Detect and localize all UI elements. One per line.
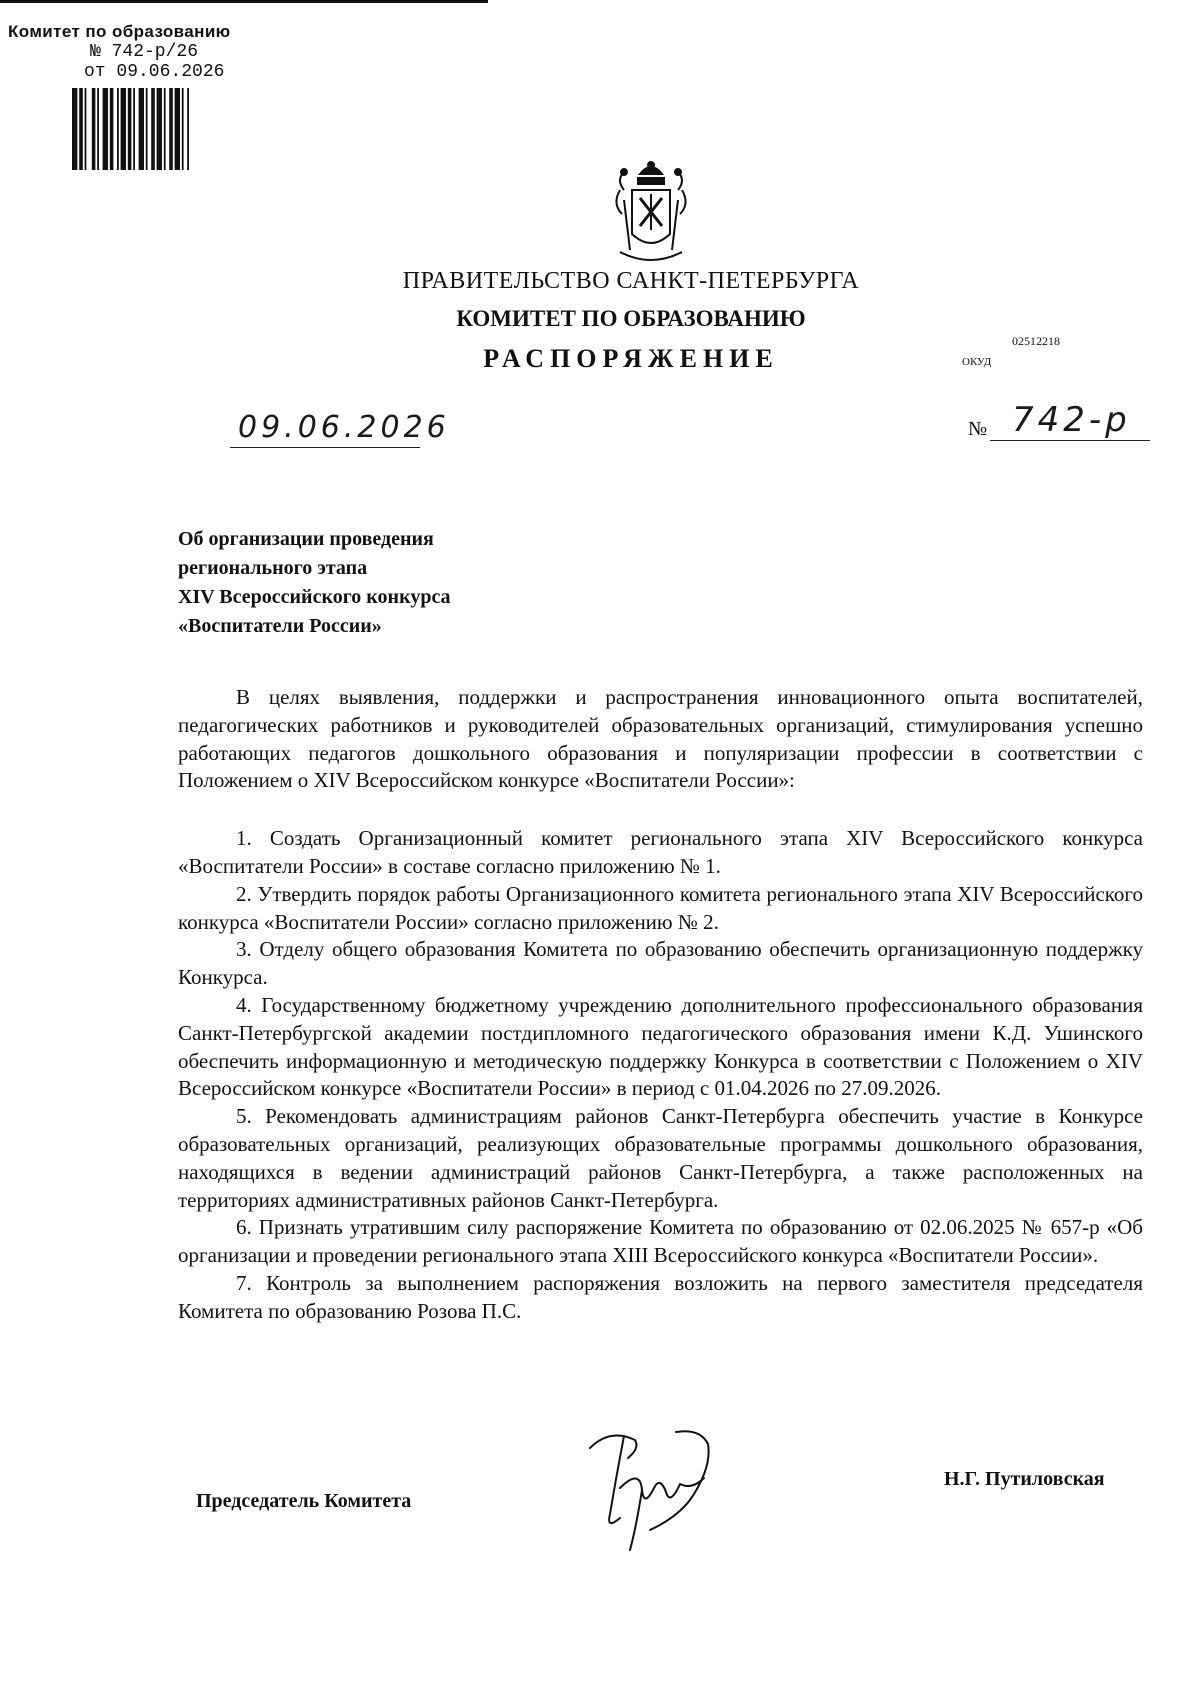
order-item: 5. Рекомендовать администрациям районов Санкт-Петербурга обеспечить участие в Конкурсе образовательных организаций, реализующих образовательные программы дошкольного образования, находящихся в ведении администраций районов Санкт-Петербурга, а также расположенных на территориях административных районов Санкт-Петербурга. [178, 1104, 1143, 1212]
document-subject [178, 525, 598, 641]
order-number: 742-р [1012, 400, 1131, 440]
okud-label: ОКУД [962, 356, 992, 368]
subject-line: регионального этапа [178, 557, 368, 579]
signatory-role: Председатель Комитета [196, 1490, 412, 1512]
registration-stamp [8, 22, 278, 82]
number-sign: № [968, 418, 988, 440]
subject-line: Об организации проведения [178, 528, 434, 550]
subject-line: XIV Всероссийского конкурса [178, 586, 451, 608]
order-item: 6. Признать утратившим силу распоряжение Комитета по образованию от 02.06.2025 № 657-р «Об организации и проведении регионального этапа XIII Всероссийского конкурса «Воспитатели России». [178, 1215, 1143, 1268]
order-item: 7. Контроль за выполнением распоряжения возложить на первого заместителя председателя Комитета по образованию Розова П.С. [178, 1270, 1143, 1323]
order-item: 2. Утвердить порядок работы Организационного комитета регионального этапа XIV Всероссийского конкурса «Воспитатели России» согласно приложению № 2. [178, 881, 1143, 934]
date-underline [230, 447, 420, 448]
stamp-date: от 09.06.2026 [84, 62, 225, 82]
number-underline [990, 440, 1150, 441]
order-item: 1. Создать Организационный комитет регионального этапа XIV Всероссийского конкурса «Воспитатели России» в составе согласно приложению № 1. [178, 826, 1143, 878]
top-edge-line [0, 0, 488, 3]
order-item: 3. Отделу общего образования Комитета по образованию обеспечить организационную поддержку Конкурса. [178, 937, 1143, 990]
handwritten-signature [580, 1418, 730, 1558]
document-body [178, 684, 1143, 1326]
order-date: 09.06.2026 [238, 410, 450, 445]
subject-line: «Воспитатели России» [178, 615, 382, 637]
barcode-icon [72, 88, 212, 170]
government-name: ПРАВИТЕЛЬСТВО САНКТ-ПЕТЕРБУРГА [402, 268, 860, 294]
signatory-name: Н.Г. Путиловская [944, 1468, 1105, 1490]
intro-paragraph: В целях выявления, поддержки и распространения инновационного опыта воспитателей, педагогических работников и руководителей образовательных организаций, стимулирования успешно работающих педагогов дошкольного образования и популяризации профессии в соответствии с Положением о XIV Всероссийском конкурсе «Воспитатели России»: [178, 685, 1143, 793]
committee-name: КОМИТЕТ ПО ОБРАЗОВАНИЮ [456, 306, 806, 331]
order-item: 4. Государственному бюджетному учреждению дополнительного профессионального образования Санкт-Петербургской академии постдипломного педагогического образования имени К.Д. Ушинского обеспечить информационную и методическую поддержку Конкурса в соответствии с Положением о XIV Всероссийском конкурсе «Воспитатели России» в период с 01.04.2026 по 27.09.2026. [178, 992, 1143, 1101]
stamp-org: Комитет по образованию [8, 22, 231, 41]
coat-of-arms-icon [610, 160, 692, 270]
okud-code: 02512218 [1012, 334, 1060, 348]
document-type: РАСПОРЯЖЕНИЕ [483, 344, 779, 373]
stamp-number: № 742-р/26 [90, 42, 199, 62]
